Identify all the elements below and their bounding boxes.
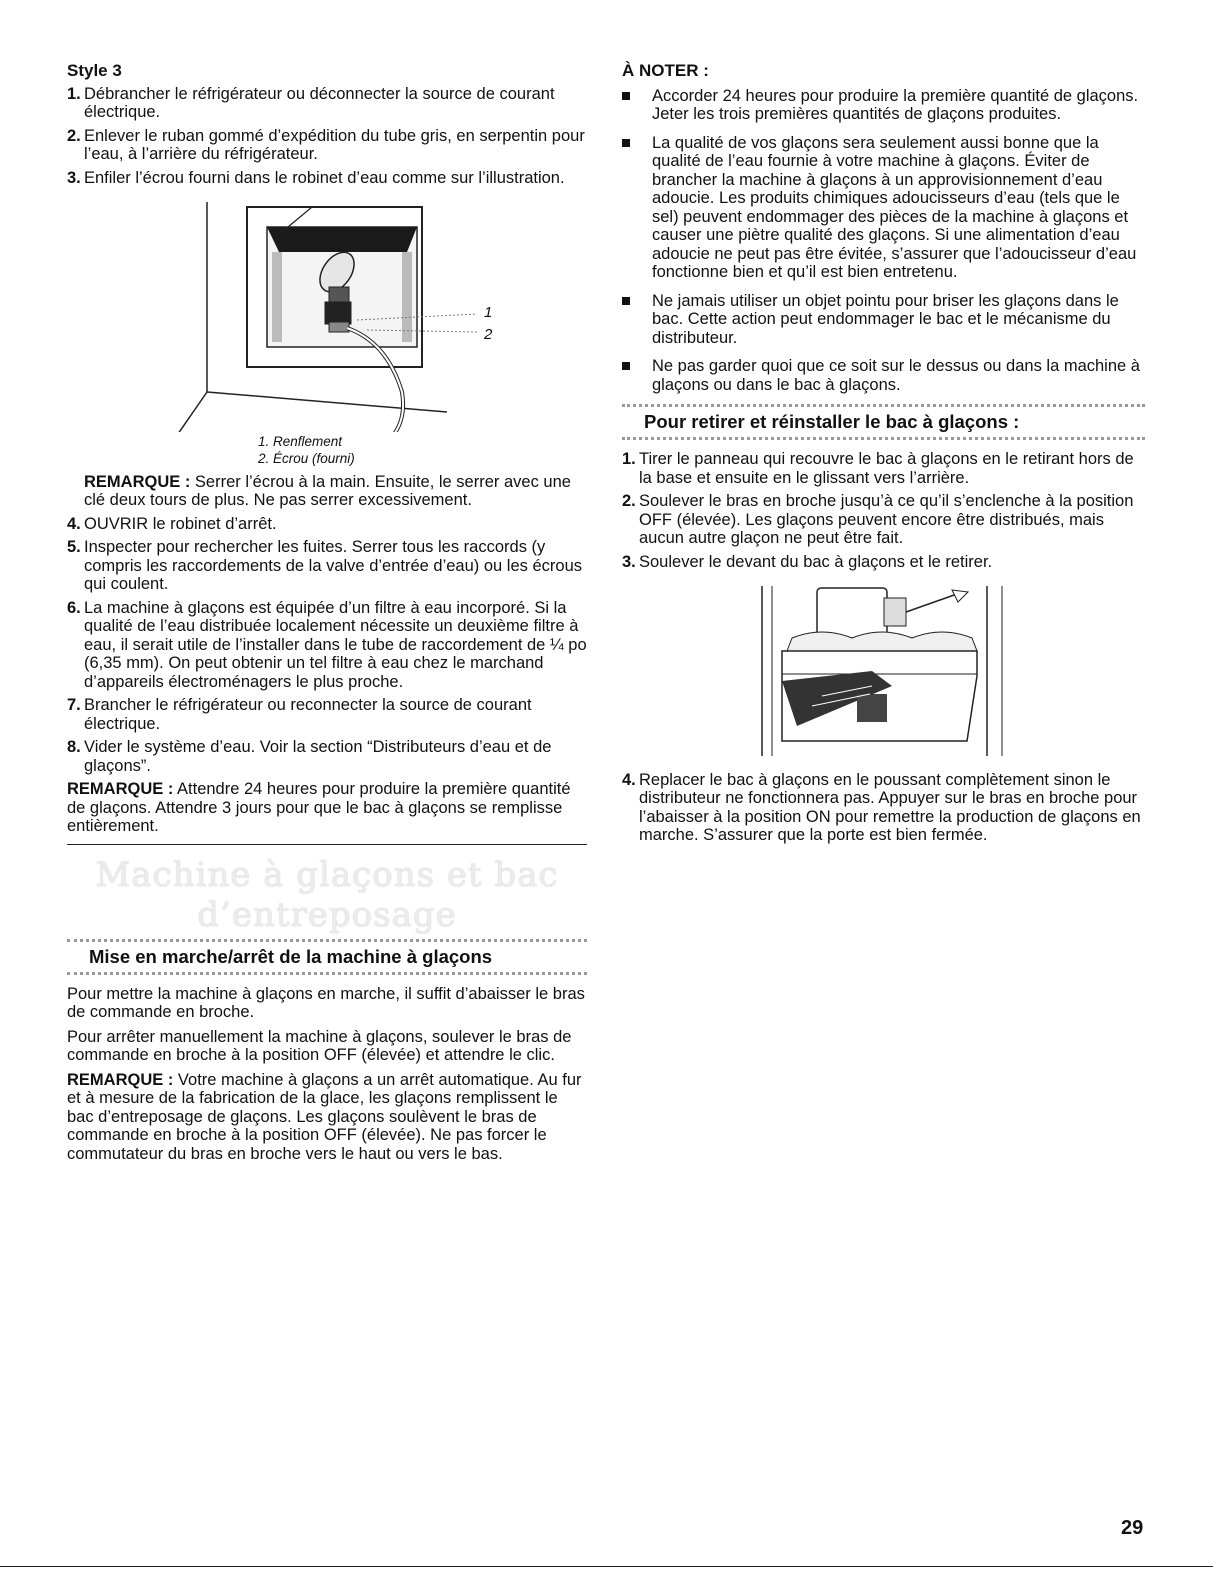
page-number: 29 [1121,1517,1144,1539]
right-column [622,62,1145,850]
remark-label: REMARQUE : [84,472,191,491]
list-item [622,450,1145,487]
list-item [622,357,1145,394]
list-item [67,599,587,692]
step-text: Inspecter pour rechercher les fuites. Serrer tous les raccords (y compris les raccordements de la valve d’entrée d’eau) ou les écrous qui coulent. [84,538,582,593]
steps-list-b [622,771,1145,845]
subsection-heading: Pour retirer et réinstaller le bac à glaçons : [644,411,1020,432]
paragraph: Pour mettre la machine à glaçons en marche, il suffit d’abaisser le bras de commande en broche. [67,984,585,1021]
bullet-text: La qualité de vos glaçons sera seulement aussi bonne que la qualité de l’eau fournie à votre machine à glaçons. Éviter de brancher la machine à glaçons à un approvisionnement d’eau adoucie. Les produits chimiques adoucisseurs d’eau (tels que le sel) peuvent endommager des pièces de la machine à glaçons et causer une piètre qualité des glaçons. Si une alimentation d’eau adoucie ne peut pas être évitée, s’assurer que l’adoucisseur d’eau fonctionne bien et qu’il est bien entretenu. [652,133,1137,281]
remark-2 [67,780,587,836]
notice-heading: À NOTER : [622,61,709,80]
remark-text: Votre machine à glaçons a un arrêt automatique. Au fur et à mesure de la fabrication de la glace, les glaçons remplissent le bac d’entreposage de glaçons. Les glaçons soulèvent le bras de commande en broche à la position OFF (élevée). Ne pas forcer le commutateur du bras en broche vers le haut ou vers le bas. [67,1070,582,1163]
section-heading: Machine à glaçons et bac d’entreposage [95,854,559,935]
step-text: Vider le système d’eau. Voir la section “Distributeurs d’eau et de glaçons”. [84,738,552,775]
figure-caption [67,433,587,467]
steps-list-a [67,85,587,188]
remark-1 [67,473,587,510]
step-text: Débrancher le réfrigérateur ou déconnecter la source de courant électrique. [84,84,555,121]
step-text: OUVRIR le robinet d’arrêt. [84,514,277,533]
step-number: 7. [67,696,81,714]
step-text: La machine à glaçons est équipée d’un filtre à eau incorporé. Si la qualité de l’eau distribuée localement nécessite un deuxième filtre à eau, il serait utile de l’installer dans le tube de raccordement de ¼ po (6,35 mm). On peut obtenir un tel filtre à eau chez le marchand d’appareils électroménagers le plus proche. [84,598,587,691]
dotted-divider [622,437,1145,440]
list-item [622,771,1145,845]
step-number: 2. [622,492,636,510]
valve-diagram-svg [67,192,587,432]
bullet-text: Accorder 24 heures pour produire la première quantité de glaçons. Jeter les trois premières quantités de glaçons produites. [652,86,1139,123]
bottom-rule [0,1566,1213,1567]
step-number: 3. [622,552,636,571]
bullet-square-icon [622,139,630,147]
step-number: 1. [622,450,636,468]
dotted-divider [622,404,1145,407]
step-text: Enlever le ruban gommé d’expédition du tube gris, en serpentin pour l’eau, à l’arrière du réfrigérateur. [84,126,585,163]
step-number: 2. [67,126,81,145]
list-item [67,85,587,122]
step-text: Soulever le devant du bac à glaçons et le retirer. [639,552,993,571]
list-item [67,515,587,534]
step-number: 4. [67,514,81,533]
callout-1: 1 [484,304,493,321]
step-number: 4. [622,770,636,789]
list-item [622,292,1145,348]
list-item [622,134,1145,282]
bullet-text: Ne pas garder quoi que ce soit sur le dessus ou dans la machine à glaçons ou dans le bac à glaçons. [652,357,1140,394]
list-item [622,553,1145,572]
bullet-square-icon [622,297,630,305]
bullet-text: Ne jamais utiliser un objet pointu pour briser les glaçons dans le bac. Cette action peut endommager le bac et le mécanisme du distributeur. [652,291,1119,347]
remark-label: REMARQUE : [67,780,174,798]
steps-list-b [67,515,587,776]
bullet-square-icon [622,362,630,370]
notice-list [622,87,1145,395]
remark-text: Serrer l’écrou à la main. Ensuite, le serrer avec une clé deux tours de plus. Ne pas serrer excessivement. [84,472,571,509]
list-item [67,696,587,733]
list-item [622,87,1145,124]
ice-bin-illustration [622,576,1145,771]
dotted-divider [67,939,587,942]
list-item [67,127,587,164]
steps-list-a [622,450,1145,571]
remark-3 [67,1071,587,1164]
remark-label: REMARQUE : [67,1070,174,1089]
callout-2: 2 [484,326,493,343]
step-number: 6. [67,598,81,617]
step-number: 5. [67,538,81,556]
water-valve-illustration [67,192,587,467]
step-number: 1. [67,84,81,103]
subsection-heading: Mise en marche/arrêt de la machine à glaçons [89,945,493,967]
left-column [67,62,587,1169]
step-number: 8. [67,738,81,756]
style-heading: Style 3 [67,61,122,80]
caption-line-2: 2. Écrou (fourni) [258,450,355,466]
paragraph: Pour arrêter manuellement la machine à glaçons, soulever le bras de commande en broche à la position OFF (élevée) et attendre le clic. [67,1027,572,1064]
dotted-divider [67,972,587,975]
step-text: Enfiler l’écrou fourni dans le robinet d’eau comme sur l’illustration. [84,168,565,187]
caption-line-1: 1. Renflement [258,433,343,449]
step-text: Soulever le bras en broche jusqu’à ce qu’il s’enclenche à la position OFF (élevée). Les glaçons peuvent encore être distribués, mais aucun autre glaçon ne peut être fait. [639,492,1134,547]
bullet-square-icon [622,92,630,100]
step-text: Tirer le panneau qui recouvre le bac à glaçons en le retirant hors de la base et ensuite en le glissant vers l’arrière. [639,450,1134,487]
step-number: 3. [67,168,81,187]
list-item [622,492,1145,548]
list-item [67,738,587,775]
ice-bin-diagram-svg [622,576,1145,766]
remark-text: Attendre 24 heures pour produire la première quantité de glaçons. Attendre 3 jours pour que le bac à glaçons se remplisse entièrement. [67,780,571,835]
step-text: Brancher le réfrigérateur ou reconnecter la source de courant électrique. [84,696,532,733]
step-text: Replacer le bac à glaçons en le poussant complètement sinon le distributeur ne fonctionnera pas. Appuyer sur le bras en broche pour l’abaisser à la position ON pour remettre la production de glaçons en marche. S’assurer que la porte est bien fermée. [639,770,1141,844]
list-item [67,169,587,188]
divider [67,844,587,845]
list-item [67,538,587,594]
